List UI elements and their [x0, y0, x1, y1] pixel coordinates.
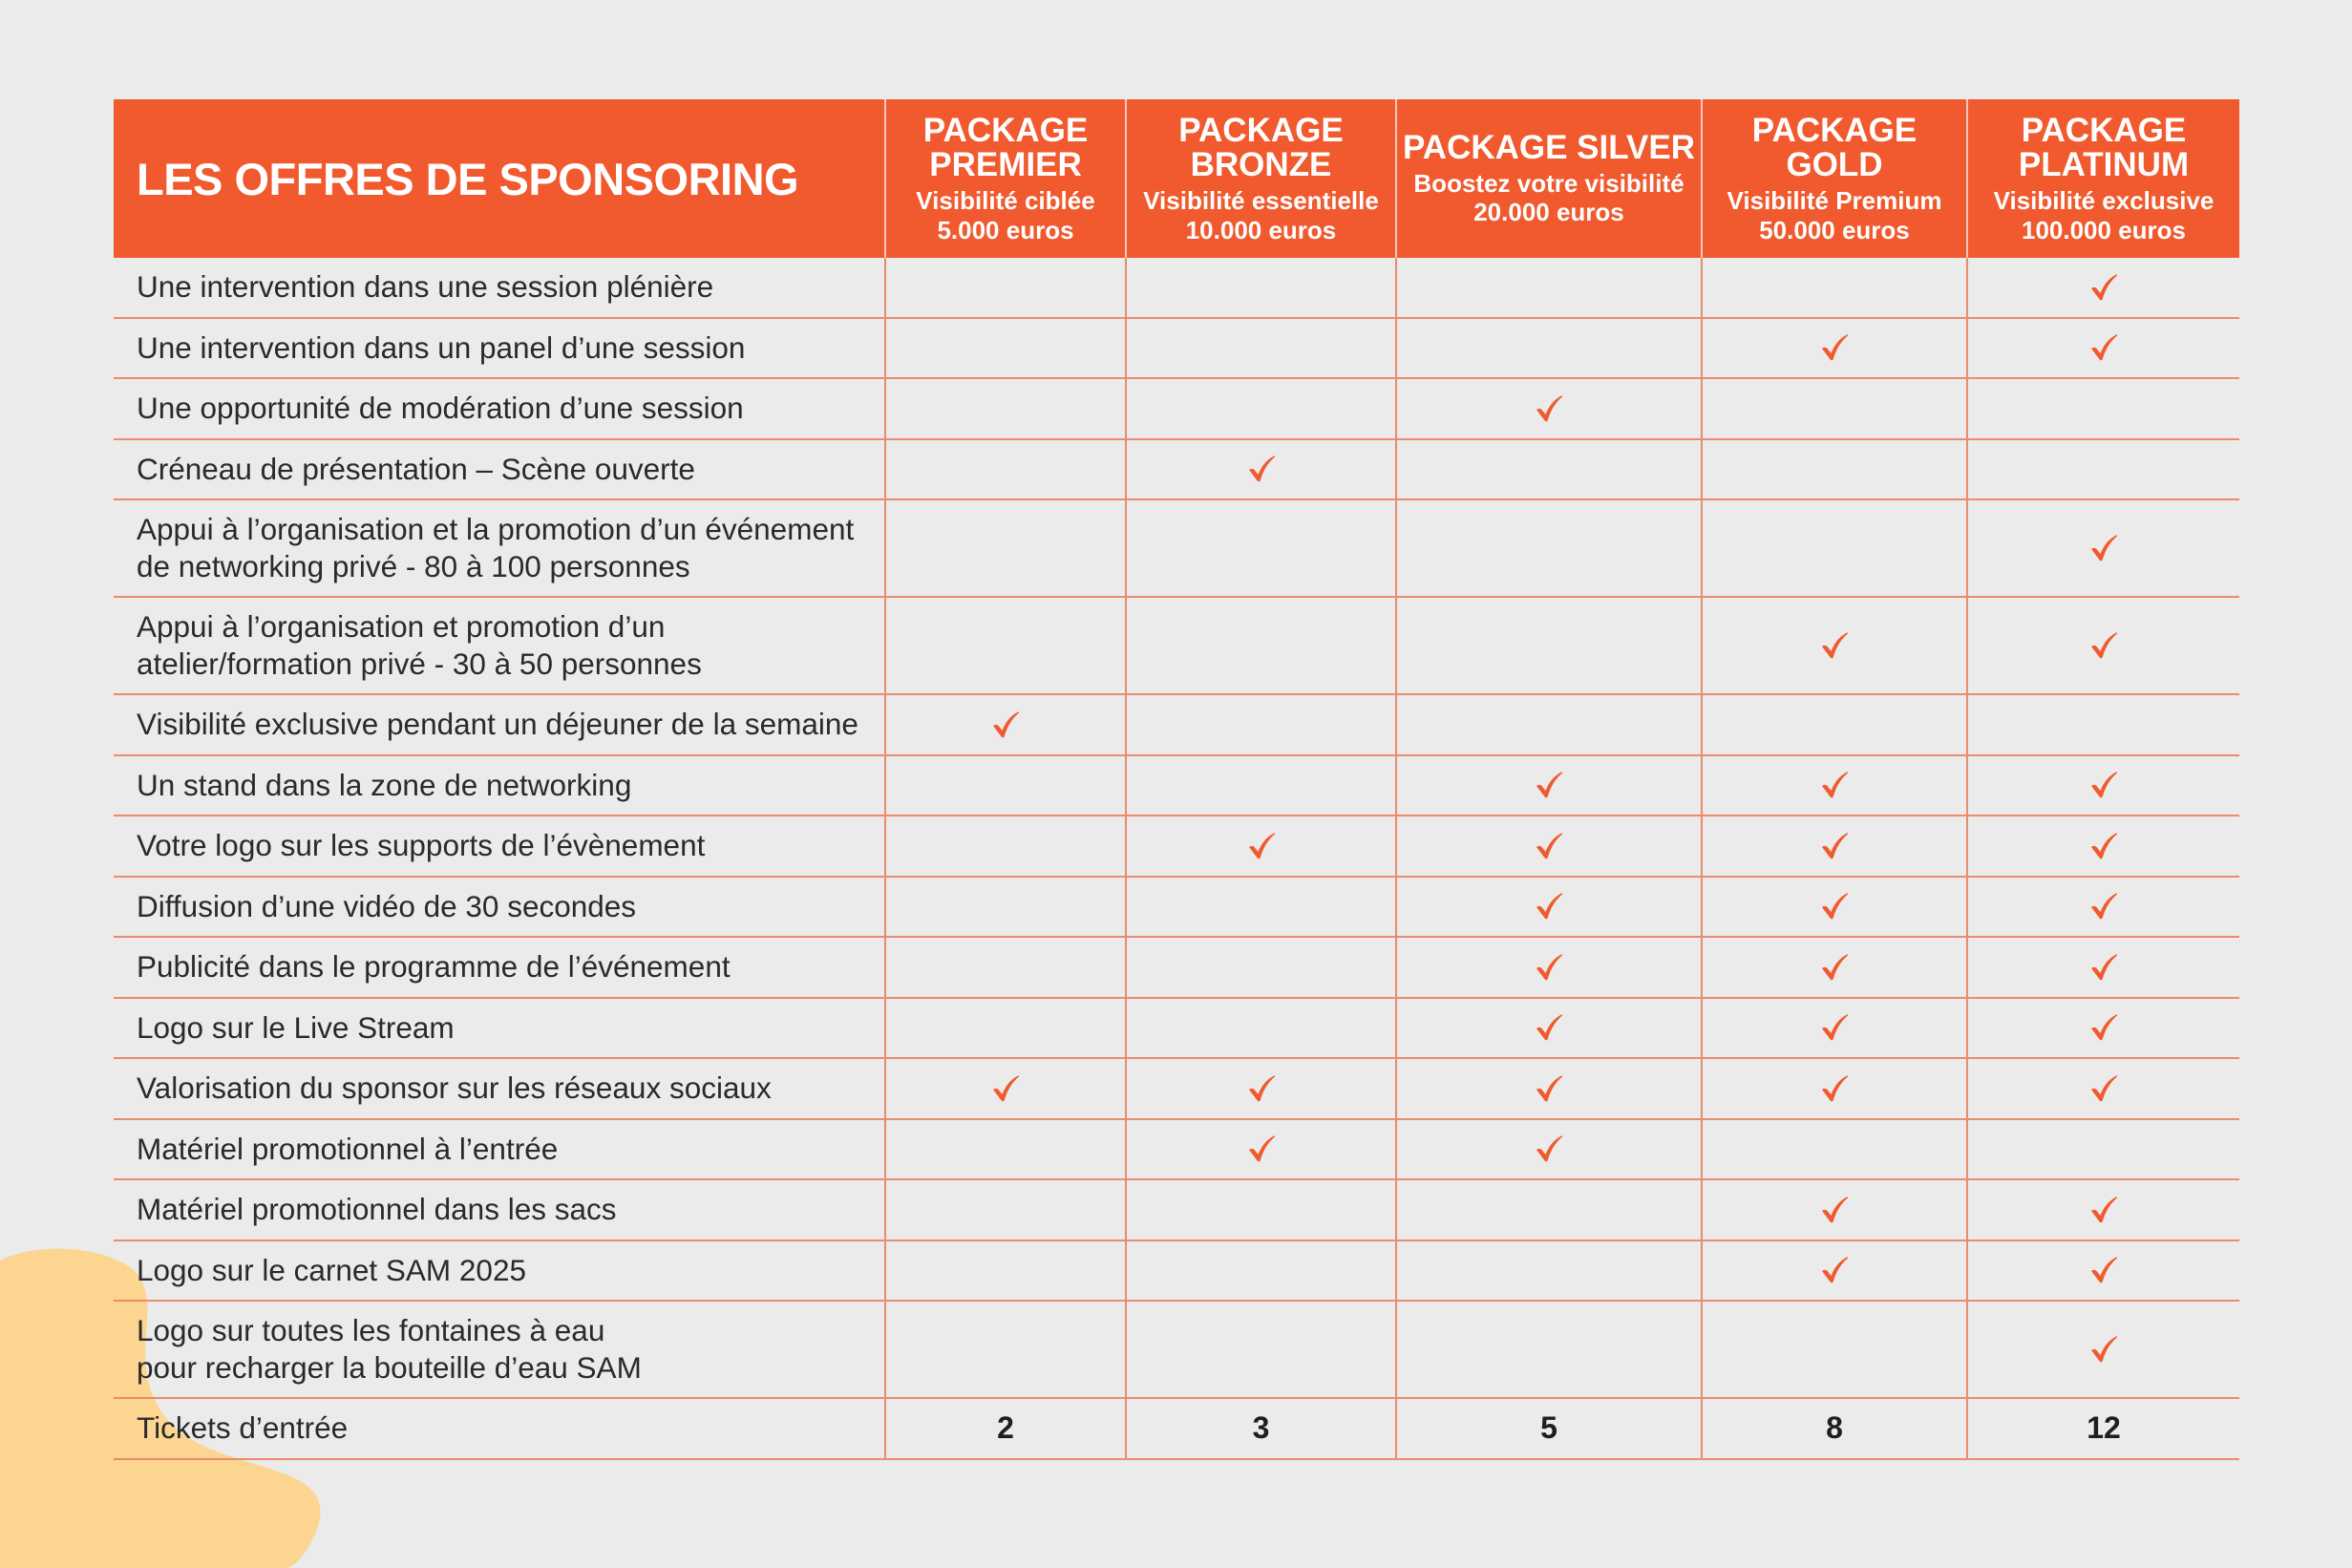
table-row	[114, 318, 2239, 379]
table-row	[114, 1240, 2239, 1302]
package-cell	[885, 499, 1126, 597]
package-cell	[885, 998, 1126, 1059]
feature-label	[114, 378, 885, 439]
package-cell	[885, 1119, 1126, 1180]
package-cell	[885, 1179, 1126, 1240]
checkmark-icon	[1819, 332, 1850, 363]
package-cell	[1702, 499, 1967, 597]
package-cell	[1702, 816, 1967, 877]
package-cell	[1967, 378, 2239, 439]
table-row	[114, 1179, 2239, 1240]
feature-label	[114, 499, 885, 597]
package-cell	[885, 378, 1126, 439]
package-cell	[1702, 378, 1967, 439]
package-cell	[1126, 439, 1396, 500]
package-cell	[1967, 1179, 2239, 1240]
package-cell	[885, 258, 1126, 318]
package-cell	[1126, 378, 1396, 439]
package-cell	[885, 816, 1126, 877]
tickets-cell	[1396, 1398, 1702, 1459]
package-cell	[1702, 877, 1967, 938]
package-name: PACKAGE GOLD	[1751, 111, 1918, 184]
checkmark-icon	[1534, 952, 1564, 983]
feature-label	[114, 998, 885, 1059]
package-cell	[1396, 1240, 1702, 1302]
checkmark-icon	[2088, 1255, 2119, 1285]
package-cell	[885, 877, 1126, 938]
feature-label-text: Une intervention dans un panel d’une session	[137, 329, 746, 365]
package-cell	[885, 937, 1126, 998]
package-tagline: Visibilité ciblée	[916, 186, 1095, 216]
package-cell	[1702, 937, 1967, 998]
feature-label-text: Logo sur le carnet SAM 2025	[137, 1252, 526, 1287]
package-cell	[1702, 1058, 1967, 1119]
feature-label-text: Votre logo sur les supports de l’évènement	[137, 828, 706, 863]
checkmark-icon	[1819, 770, 1850, 800]
table-row	[114, 755, 2239, 816]
package-price: 10.000 euros	[1185, 215, 1337, 244]
checkmark-icon	[1534, 393, 1564, 424]
package-cell	[1396, 318, 1702, 379]
package-price: 20.000 euros	[1473, 198, 1624, 227]
checkmark-icon	[2088, 1012, 2119, 1043]
package-cell	[1967, 499, 2239, 597]
feature-label	[114, 877, 885, 938]
package-cell	[1126, 937, 1396, 998]
table-body	[114, 258, 2239, 1459]
package-tagline: Visibilité essentielle	[1143, 186, 1379, 216]
checkmark-icon	[2088, 272, 2119, 303]
package-cell	[1126, 755, 1396, 816]
table-row	[114, 998, 2239, 1059]
table-row	[114, 1058, 2239, 1119]
package-cell	[1126, 499, 1396, 597]
package-cell	[1967, 694, 2239, 755]
package-cell	[1967, 258, 2239, 318]
feature-label	[114, 1119, 885, 1180]
tickets-cell	[1702, 1398, 1967, 1459]
package-cell	[885, 1301, 1126, 1398]
feature-label-text: Créneau de présentation – Scène ouverte	[137, 451, 695, 486]
package-premier-header	[885, 99, 1126, 258]
feature-label-text: Un stand dans la zone de networking	[137, 767, 632, 802]
package-cell	[1967, 998, 2239, 1059]
package-tagline: Boostez votre visibilité	[1413, 168, 1685, 198]
feature-label	[114, 1301, 885, 1398]
feature-label	[114, 816, 885, 877]
checkmark-icon	[2088, 630, 2119, 661]
package-cell	[1967, 937, 2239, 998]
feature-label	[114, 937, 885, 998]
checkmark-icon	[990, 710, 1021, 740]
tickets-row	[114, 1398, 2239, 1459]
checkmark-icon	[1246, 831, 1277, 861]
checkmark-icon	[1819, 1255, 1850, 1285]
feature-label-text-line2: pour recharger la bouteille d’eau SAM	[137, 1350, 642, 1385]
feature-label-text: Logo sur toutes les fontaines à eau	[137, 1312, 605, 1347]
package-cell	[1702, 1119, 1967, 1180]
checkmark-icon	[1819, 630, 1850, 661]
package-cell	[1396, 816, 1702, 877]
package-cell	[1702, 755, 1967, 816]
feature-label	[114, 1179, 885, 1240]
package-cell	[1396, 597, 1702, 694]
checkmark-icon	[1534, 770, 1564, 800]
package-cell	[1967, 1240, 2239, 1302]
package-cell	[1396, 694, 1702, 755]
package-price: 5.000 euros	[937, 215, 1074, 244]
package-name: PACKAGE SILVER	[1403, 129, 1695, 167]
package-cell	[1396, 1301, 1702, 1398]
tickets-count: 5	[1540, 1410, 1557, 1446]
table-row	[114, 694, 2239, 755]
package-platinum-header	[1967, 99, 2239, 258]
tickets-count: 12	[2087, 1410, 2121, 1446]
package-cell	[1967, 877, 2239, 938]
checkmark-icon	[1246, 454, 1277, 484]
checkmark-icon	[2088, 1195, 2119, 1225]
table-row	[114, 378, 2239, 439]
checkmark-icon	[1534, 1134, 1564, 1164]
package-cell	[1126, 318, 1396, 379]
table-row	[114, 439, 2239, 500]
package-cell	[1396, 755, 1702, 816]
package-cell	[1396, 378, 1702, 439]
package-cell	[1967, 755, 2239, 816]
package-cell	[1126, 694, 1396, 755]
tickets-cell	[1126, 1398, 1396, 1459]
package-cell	[1126, 597, 1396, 694]
feature-label-text: Valorisation du sponsor sur les réseaux sociaux	[137, 1070, 772, 1106]
package-cell	[1967, 439, 2239, 500]
table-row	[114, 937, 2239, 998]
sponsoring-table	[114, 99, 2239, 1460]
feature-label	[114, 1240, 885, 1302]
feature-label-text: Une intervention dans une session plénière	[137, 269, 714, 305]
package-name: PACKAGE BRONZE	[1178, 111, 1344, 184]
package-bronze-header	[1126, 99, 1396, 258]
tickets-cell	[885, 1398, 1126, 1459]
checkmark-icon	[1819, 1073, 1850, 1104]
table-row	[114, 1119, 2239, 1180]
package-cell	[1396, 998, 1702, 1059]
package-name: PACKAGE PLATINUM	[2018, 111, 2190, 184]
checkmark-icon	[2088, 1073, 2119, 1104]
package-cell	[1126, 258, 1396, 318]
checkmark-icon	[1534, 1073, 1564, 1104]
table-row	[114, 258, 2239, 318]
feature-label-text: Une opportunité de modération d’une session	[137, 391, 744, 426]
tickets-count: 8	[1826, 1410, 1843, 1446]
table-row	[114, 597, 2239, 694]
table-row	[114, 499, 2239, 597]
package-cell	[1702, 1179, 1967, 1240]
package-tagline: Visibilité Premium	[1727, 186, 1942, 216]
feature-label-text: Publicité dans le programme de l’événement	[137, 949, 731, 985]
feature-label-text: Appui à l’organisation et promotion d’un	[137, 608, 666, 644]
package-cell	[1702, 694, 1967, 755]
checkmark-icon	[2088, 332, 2119, 363]
package-cell	[1126, 1119, 1396, 1180]
checkmark-icon	[2088, 770, 2119, 800]
package-cell	[1396, 258, 1702, 318]
feature-label	[114, 694, 885, 755]
table-row	[114, 816, 2239, 877]
package-gold-header	[1702, 99, 1967, 258]
tickets-cell	[1967, 1398, 2239, 1459]
package-cell	[885, 1240, 1126, 1302]
package-price: 50.000 euros	[1759, 215, 1910, 244]
feature-label-text-line2: de networking privé - 80 à 100 personnes	[137, 549, 690, 583]
feature-label-text: Visibilité exclusive pendant un déjeuner de la semaine	[137, 707, 858, 742]
checkmark-icon	[1534, 831, 1564, 861]
checkmark-icon	[1819, 891, 1850, 922]
feature-label	[114, 597, 885, 694]
package-cell	[1967, 1119, 2239, 1180]
checkmark-icon	[1819, 1012, 1850, 1043]
package-cell	[1702, 597, 1967, 694]
package-cell	[885, 318, 1126, 379]
package-cell	[1396, 877, 1702, 938]
package-cell	[1126, 877, 1396, 938]
package-cell	[1396, 1119, 1702, 1180]
package-cell	[1126, 816, 1396, 877]
package-cell	[885, 597, 1126, 694]
package-cell	[1126, 1058, 1396, 1119]
package-cell	[1396, 439, 1702, 500]
tickets-label: Tickets d’entrée	[114, 1398, 885, 1459]
package-cell	[885, 439, 1126, 500]
package-name: PACKAGE PREMIER	[922, 111, 1089, 184]
package-cell	[1126, 1301, 1396, 1398]
checkmark-icon	[1534, 891, 1564, 922]
feature-label-text-line2: atelier/formation privé - 30 à 50 personnes	[137, 646, 702, 681]
checkmark-icon	[2088, 1334, 2119, 1365]
package-tagline: Visibilité exclusive	[1993, 186, 2214, 216]
checkmark-icon	[1534, 1012, 1564, 1043]
table-title: LES OFFRES DE SPONSORING	[114, 99, 885, 258]
checkmark-icon	[1246, 1073, 1277, 1104]
feature-label-text: Appui à l’organisation et la promotion d’un événement	[137, 511, 855, 546]
package-cell	[1702, 1240, 1967, 1302]
package-cell	[1967, 1058, 2239, 1119]
package-cell	[1702, 318, 1967, 379]
package-cell	[1126, 1179, 1396, 1240]
package-cell	[1967, 318, 2239, 379]
package-price: 100.000 euros	[2021, 215, 2186, 244]
checkmark-icon	[2088, 891, 2119, 922]
feature-label	[114, 439, 885, 500]
checkmark-icon	[990, 1073, 1021, 1104]
feature-label-text: Matériel promotionnel à l’entrée	[137, 1131, 559, 1166]
package-cell	[1126, 998, 1396, 1059]
sponsoring-table-container	[114, 99, 2239, 1460]
checkmark-icon	[1246, 1134, 1277, 1164]
feature-label-text: Matériel promotionnel dans les sacs	[137, 1192, 617, 1227]
package-cell	[1702, 1301, 1967, 1398]
checkmark-icon	[1819, 952, 1850, 983]
table-row	[114, 1301, 2239, 1398]
table-row	[114, 877, 2239, 938]
package-cell	[885, 1058, 1126, 1119]
tickets-count: 3	[1252, 1410, 1270, 1446]
feature-label	[114, 755, 885, 816]
package-cell	[1967, 816, 2239, 877]
package-cell	[1396, 499, 1702, 597]
feature-label-text: Logo sur le Live Stream	[137, 1009, 455, 1045]
package-cell	[1702, 439, 1967, 500]
package-cell	[1396, 1179, 1702, 1240]
package-cell	[1396, 937, 1702, 998]
package-cell	[1126, 1240, 1396, 1302]
checkmark-icon	[2088, 952, 2119, 983]
header-row	[114, 99, 2239, 258]
package-cell	[1967, 597, 2239, 694]
feature-label-text: Diffusion d’une vidéo de 30 secondes	[137, 888, 637, 923]
feature-label	[114, 1058, 885, 1119]
tickets-count: 2	[997, 1410, 1014, 1446]
package-silver-header	[1396, 99, 1702, 258]
package-cell	[1702, 998, 1967, 1059]
checkmark-icon	[1819, 831, 1850, 861]
checkmark-icon	[1819, 1195, 1850, 1225]
package-cell	[885, 694, 1126, 755]
package-cell	[1702, 258, 1967, 318]
checkmark-icon	[2088, 831, 2119, 861]
checkmark-icon	[2088, 533, 2119, 563]
feature-label	[114, 318, 885, 379]
package-cell	[1967, 1301, 2239, 1398]
feature-label	[114, 258, 885, 318]
package-cell	[885, 755, 1126, 816]
package-cell	[1396, 1058, 1702, 1119]
